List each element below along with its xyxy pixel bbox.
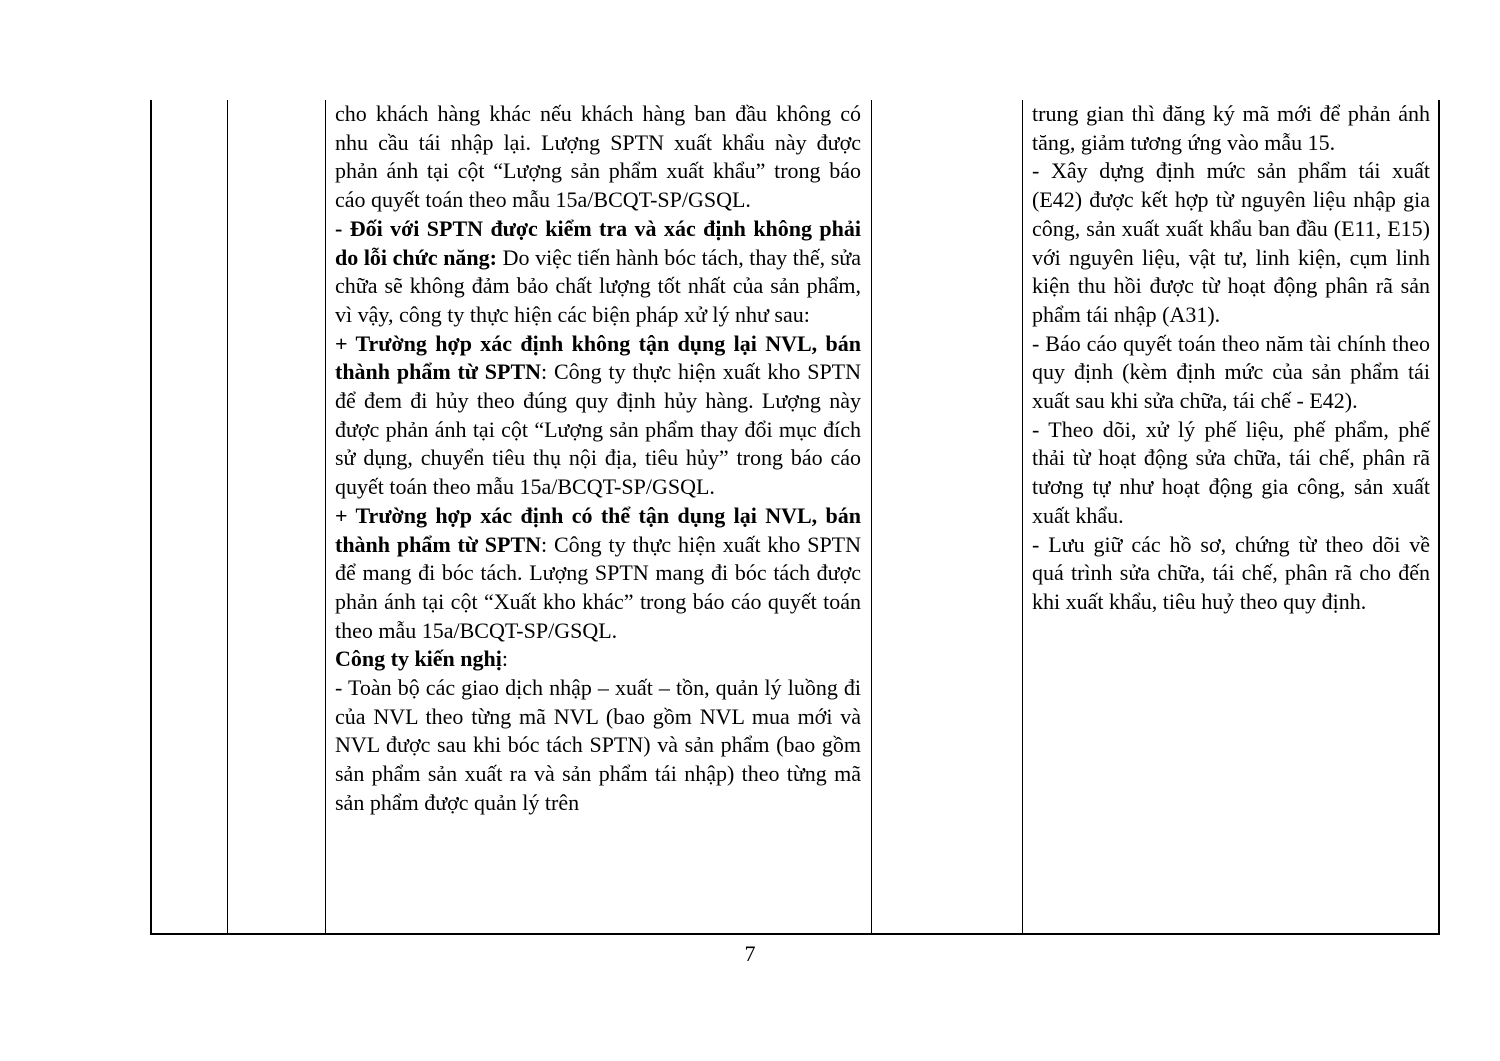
main-paragraph-2: [335, 215, 861, 330]
right-column-cell: [1032, 100, 1430, 617]
main-column-cell: [335, 100, 861, 818]
main-paragraph-3-heading: + Trường hợp xác định không tận dụng lại NVL, bán thành phẩm từ SPTN: [335, 330, 861, 385]
main-paragraph-2-heading: - Đối với SPTN được kiểm tra và xác định không phải do lỗi chức năng:: [335, 215, 861, 270]
table-border-right: [1438, 100, 1440, 933]
main-paragraph-1: cho khách hàng khác nếu khách hàng ban đầu không có nhu cầu tái nhập lại. Lượng SPTN xuất khẩu này được phản ánh tại cột “Lượng sản phẩm xuất khẩu” trong báo cáo quyết toán theo mẫu 15a/BCQT-SP/GSQL.: [335, 101, 861, 213]
column-divider-3: [871, 100, 872, 933]
column-divider-1: [227, 100, 228, 933]
main-paragraph-3: [335, 330, 861, 502]
main-paragraph-5-text: :: [501, 646, 509, 672]
right-paragraph-4: - Theo dõi, xử lý phế liệu, phế phẩm, phế thải từ hoạt động sửa chữa, tái chế, phân rã tương tự như hoạt động gia công, sản xuất xuất khẩu.: [1032, 416, 1430, 528]
right-paragraph-1: trung gian thì đăng ký mã mới để phản ánh tăng, giảm tương ứng vào mẫu 15.: [1032, 101, 1430, 155]
main-paragraph-4-text: : Công ty thực hiện xuất kho SPTN để mang đi bóc tách. Lượng SPTN mang đi bóc tách được phản ánh tại cột “Xuất kho khác” trong báo cáo quyết toán theo mẫu 15a/BCQT-SP/GSQL.: [335, 531, 862, 643]
column-divider-4: [1022, 100, 1023, 933]
main-paragraph-4-heading: + Trường hợp xác định có thể tận dụng lại NVL, bán thành phẩm từ SPTN: [335, 502, 861, 557]
document-table: [150, 100, 1440, 935]
column-divider-2: [325, 100, 326, 933]
page-number: 7: [744, 941, 756, 966]
right-paragraph-5: - Lưu giữ các hồ sơ, chứng từ theo dõi về quá trình sửa chữa, tái chế, phân rã cho đến khi xuất khẩu, tiêu huỷ theo quy định.: [1032, 531, 1430, 614]
main-paragraph-6: - Toàn bộ các giao dịch nhập – xuất – tồn, quản lý luồng đi của NVL theo từng mã NVL (bao gồm NVL mua mới và NVL được sau khi bóc tách SPTN) và sản phẩm (bao gồm sản phẩm sản xuất ra và sản phẩm tái nhập) theo từng mã sản phẩm được quản lý trên: [335, 675, 861, 815]
table-border-left: [150, 100, 152, 933]
main-paragraph-3-text: : Công ty thực hiện xuất kho SPTN để đem đi hủy theo đúng quy định hủy hàng. Lượng này được phản ánh tại cột “Lượng sản phẩm thay đổi mục đích sử dụng, chuyển tiêu thụ nội địa, tiêu hủy” trong báo cáo quyết toán theo mẫu 15a/BCQT-SP/GSQL.: [335, 359, 862, 500]
right-paragraph-3: - Báo cáo quyết toán theo năm tài chính theo quy định (kèm định mức của sản phẩm tái xuất sau khi sửa chữa, tái chế - E42).: [1032, 330, 1430, 414]
main-paragraph-2-text: Do việc tiến hành bóc tách, thay thế, sửa chữa sẽ không đảm bảo chất lượng tốt nhất của sản phẩm, vì vậy, công ty thực hiện các biện pháp xử lý như sau:: [335, 244, 861, 327]
main-paragraph-5: [335, 645, 861, 674]
main-paragraph-4: [335, 502, 861, 646]
main-paragraph-5-heading: Công ty kiến nghị: [335, 646, 502, 672]
right-paragraph-2: - Xây dựng định mức sản phẩm tái xuất (E42) được kết hợp từ nguyên liệu nhập gia công, sản xuất xuất khẩu ban đầu (E11, E15) với nguyên liệu, vật tư, linh kiện, cụm linh kiện thu hồi được từ hoạt động phân rã sản phẩm tái nhập (A31).: [1032, 158, 1430, 327]
